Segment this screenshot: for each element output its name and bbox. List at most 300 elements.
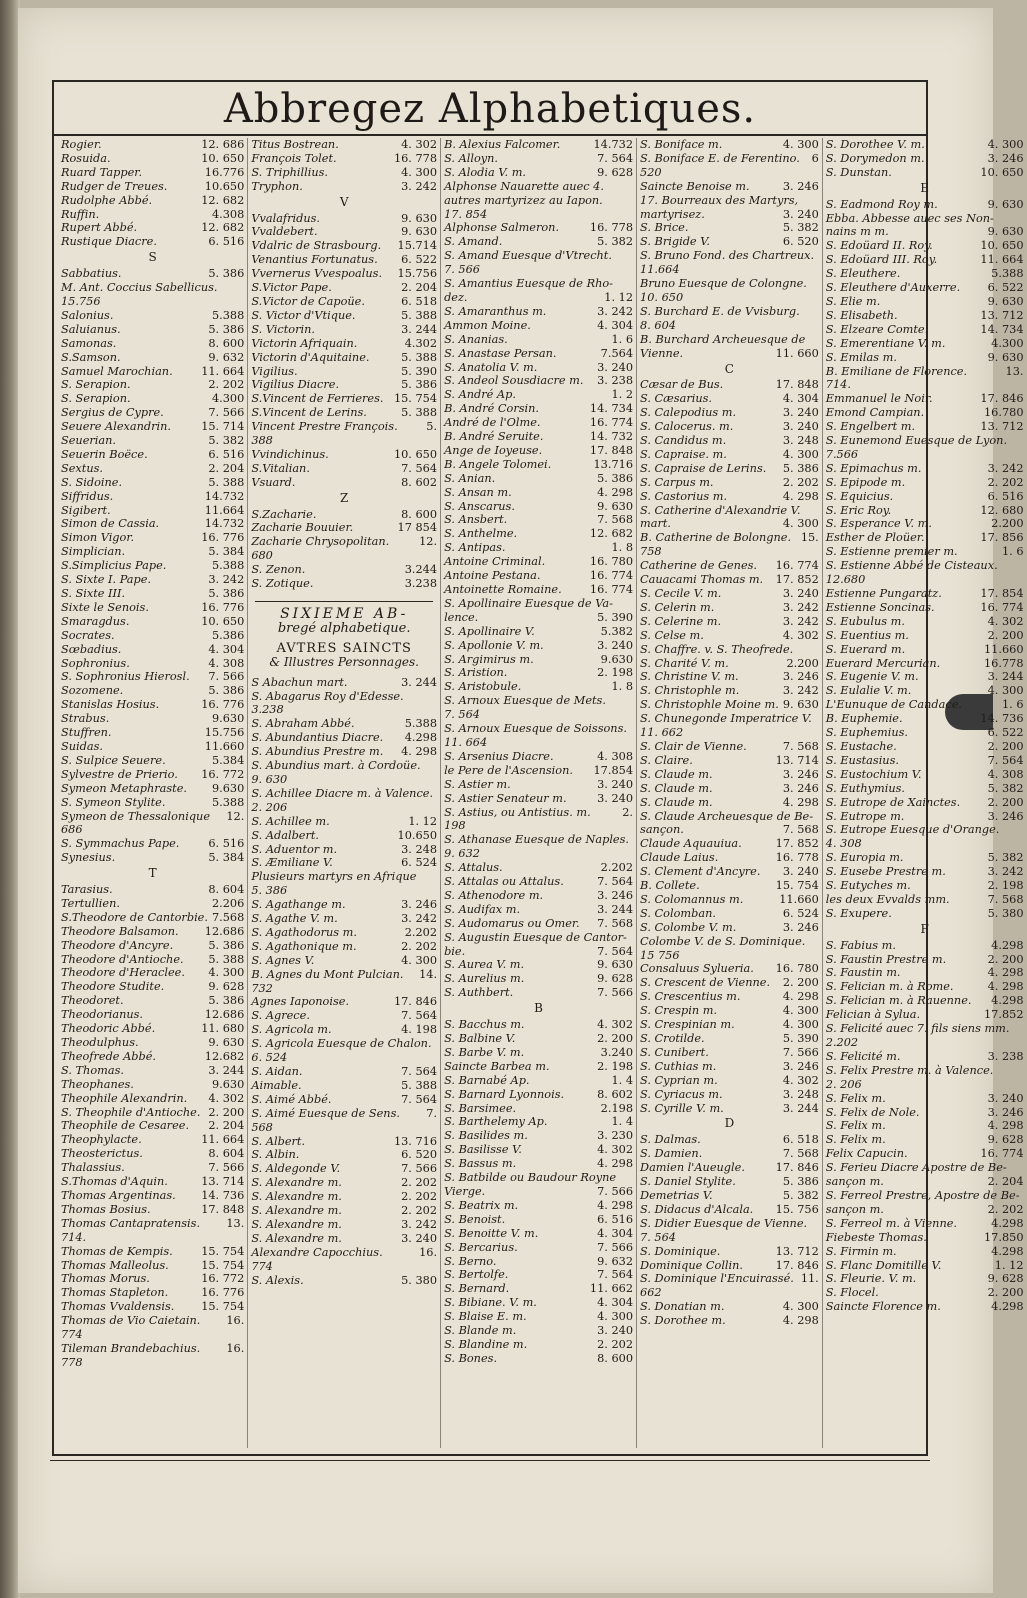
entry-reference: 16. bbox=[226, 1341, 245, 1355]
entry-name: S. Crescentius m. bbox=[640, 990, 741, 1004]
entry-reference: 9. 630 bbox=[597, 958, 634, 972]
entry-name: S. Donatian m. bbox=[640, 1300, 725, 1314]
entry-name: Saincte Florence m. bbox=[825, 1300, 941, 1314]
entry-reference bbox=[433, 703, 437, 717]
entry-reference bbox=[815, 263, 819, 277]
entry-reference: 2. 198 bbox=[987, 879, 1024, 893]
index-entry bbox=[640, 305, 819, 319]
index-entry bbox=[640, 698, 819, 712]
index-entry bbox=[640, 782, 819, 796]
index-entry bbox=[640, 347, 819, 361]
index-entry bbox=[826, 670, 1024, 684]
entry-name: S. Euentius m. bbox=[825, 628, 909, 642]
index-entry bbox=[826, 448, 1024, 462]
index-entry bbox=[61, 365, 244, 379]
entry-name: 758 bbox=[640, 545, 662, 559]
entry-reference: 11. bbox=[800, 1272, 819, 1286]
entry-name: Cæsar de Bus. bbox=[640, 378, 724, 392]
index-entry bbox=[444, 861, 633, 875]
index-entry bbox=[444, 1157, 633, 1171]
index-entry bbox=[251, 1162, 437, 1176]
index-entry bbox=[826, 837, 1024, 851]
entry-name: S. Basilisse V. bbox=[444, 1143, 522, 1157]
index-entry bbox=[826, 865, 1024, 879]
index-entry bbox=[61, 1008, 244, 1022]
entry-name: Thomas Morus. bbox=[61, 1272, 150, 1286]
entry-name: Damien l'Aueugle. bbox=[640, 1161, 745, 1175]
index-entry bbox=[640, 865, 819, 879]
index-entry bbox=[251, 1218, 437, 1232]
index-entry bbox=[444, 430, 633, 444]
entry-name: S. Agrece. bbox=[251, 1009, 310, 1023]
entry-name: S. Alexandre m. bbox=[251, 1190, 342, 1204]
entry-reference: 2.202 bbox=[404, 925, 438, 939]
entry-reference: 8. 604 bbox=[208, 1147, 245, 1161]
index-entry bbox=[251, 225, 437, 239]
entry-reference: 5. 384 bbox=[208, 851, 245, 865]
entry-reference: 13.716 bbox=[593, 457, 634, 471]
entry-reference: 16. 780 bbox=[589, 555, 634, 569]
index-entry bbox=[826, 684, 1024, 698]
index-entry bbox=[61, 573, 244, 587]
entry-reference: 15. 754 bbox=[775, 879, 819, 893]
entry-reference bbox=[815, 726, 819, 740]
index-entry bbox=[251, 1023, 437, 1037]
index-entry bbox=[251, 954, 437, 968]
entry-reference: 5. 384 bbox=[208, 545, 245, 559]
entry-name: Ammon Moine. bbox=[444, 318, 531, 332]
entry-name: S. Eubulus m. bbox=[825, 614, 905, 628]
entry-reference: 10. 650 bbox=[201, 151, 245, 165]
entry-name: nains m m. bbox=[825, 225, 889, 239]
entry-name: S. Agathe V. m. bbox=[251, 912, 338, 926]
entry-reference: 9. 630 bbox=[782, 698, 819, 712]
entry-reference: 3. 240 bbox=[597, 791, 634, 805]
index-entry bbox=[444, 917, 633, 931]
entry-name: S. Catherine d'Alexandrie V. bbox=[640, 503, 801, 517]
entry-reference: 3. 242 bbox=[987, 865, 1024, 879]
entry-reference: 5. 388 bbox=[401, 406, 438, 420]
entry-reference: 2. 200 bbox=[987, 795, 1024, 809]
book-spine bbox=[0, 0, 20, 1598]
index-entry bbox=[61, 712, 244, 726]
entry-reference: 4. 300 bbox=[782, 1004, 819, 1018]
index-entry bbox=[61, 208, 244, 222]
entry-reference: 9.630 bbox=[211, 712, 245, 726]
index-entry bbox=[444, 847, 633, 861]
entry-reference: 16. 772 bbox=[201, 1272, 245, 1286]
entry-reference: 5. 388 bbox=[208, 475, 245, 489]
entry-name: Symeon de Thessalonique bbox=[61, 809, 211, 823]
index-entry bbox=[640, 504, 819, 518]
entry-name: S. Sidoine. bbox=[61, 475, 123, 489]
entry-name: S. Elzeare Comte. bbox=[825, 322, 929, 336]
entry-reference: 5.388 bbox=[404, 717, 438, 731]
entry-reference: 4.298 bbox=[991, 1300, 1024, 1314]
index-entry bbox=[444, 666, 633, 680]
index-entry bbox=[251, 717, 437, 731]
bottom-rule bbox=[50, 1460, 930, 1461]
entry-name: S. Alexandre m. bbox=[251, 1176, 342, 1190]
entry-reference bbox=[1020, 1036, 1024, 1050]
entry-name: S. Crespinian m. bbox=[640, 1018, 735, 1032]
entry-name: Titus Bostrean. bbox=[251, 138, 339, 151]
entry-name: S. Engelbert m. bbox=[825, 420, 916, 434]
entry-name: S. Agricola Euesque de Chalon. bbox=[251, 1037, 432, 1051]
index-entry bbox=[640, 1286, 819, 1300]
entry-reference: 4. 298 bbox=[987, 966, 1024, 980]
index-entry bbox=[640, 1046, 819, 1060]
entry-name: S. Cæsarius. bbox=[640, 392, 713, 406]
entry-reference: 3. 246 bbox=[782, 179, 819, 193]
entry-reference: 7. 566 bbox=[208, 406, 245, 420]
entry-name: S. Augustin Euesque de Cantor- bbox=[444, 930, 627, 944]
entry-reference: 5. 390 bbox=[782, 1032, 819, 1045]
index-entry bbox=[251, 267, 437, 281]
entry-reference: 4. 298 bbox=[597, 1198, 634, 1212]
entry-reference: 1. 12 bbox=[604, 290, 634, 304]
entry-reference: 4. 300 bbox=[208, 966, 245, 980]
section-letter: E bbox=[920, 180, 930, 195]
entry-name: 8. 604 bbox=[640, 318, 676, 332]
index-entry bbox=[640, 378, 819, 392]
index-entry bbox=[251, 351, 437, 365]
index-entry bbox=[61, 1092, 244, 1106]
heading-line1: SIXIEME AB- bbox=[280, 606, 409, 622]
entry-reference: 2. 202 bbox=[597, 1337, 634, 1351]
entry-name: S. Felix m. bbox=[825, 1091, 886, 1105]
entry-reference: 5. 382 bbox=[987, 781, 1024, 795]
entry-reference: 14. bbox=[419, 967, 438, 981]
entry-reference: 5. bbox=[426, 420, 438, 434]
entry-reference: 5. 386 bbox=[208, 322, 245, 336]
index-entry bbox=[444, 680, 633, 694]
index-entry bbox=[826, 1008, 1024, 1022]
entry-name: Seuerian. bbox=[61, 434, 117, 448]
entry-reference: 1. 2 bbox=[611, 388, 634, 402]
entry-reference bbox=[1020, 1189, 1024, 1203]
entry-name: S. Estienne premier m. bbox=[825, 545, 958, 559]
entry-reference: 11. 662 bbox=[589, 1282, 634, 1296]
entry-name: Theodoret. bbox=[61, 994, 124, 1008]
entry-name: S. Symeon Stylite. bbox=[61, 795, 166, 809]
index-entry bbox=[444, 1199, 633, 1213]
entry-name: 9. 632 bbox=[444, 847, 480, 861]
index-entry bbox=[251, 406, 437, 420]
entry-name: S. Chunegonde Imperatrice V. bbox=[640, 712, 812, 726]
entry-name: S. Symmachus Pape. bbox=[61, 837, 180, 851]
index-entry bbox=[61, 1356, 244, 1370]
index-entry bbox=[61, 1203, 244, 1217]
entry-name: 12.680 bbox=[825, 573, 866, 587]
index-entry bbox=[251, 815, 437, 829]
entry-reference: 12.686 bbox=[204, 1008, 245, 1022]
entry-name: S. Berno. bbox=[444, 1254, 497, 1268]
index-entry bbox=[444, 152, 633, 166]
index-entry bbox=[640, 1259, 819, 1273]
entry-name: S. Blaise E. m. bbox=[444, 1310, 527, 1324]
entry-name: Tertullien. bbox=[61, 896, 120, 910]
index-entry bbox=[444, 750, 633, 764]
index-entry bbox=[640, 657, 819, 671]
entry-reference: 3. 240 bbox=[782, 406, 819, 420]
index-entry bbox=[826, 198, 1024, 212]
index-entry bbox=[444, 986, 633, 1000]
entry-reference bbox=[1020, 573, 1024, 587]
entry-reference: 4. 300 bbox=[782, 1018, 819, 1032]
entry-reference: 16. 776 bbox=[201, 531, 245, 545]
entry-name: Stanislas Hosius. bbox=[61, 698, 160, 712]
entry-reference: 4. 300 bbox=[987, 684, 1024, 698]
entry-name: Smaragdus. bbox=[61, 614, 130, 628]
entry-reference: 1. 12 bbox=[994, 1258, 1024, 1272]
entry-reference: 5.386 bbox=[211, 628, 245, 642]
entry-name: S. Elisabeth. bbox=[825, 308, 898, 322]
entry-name: S. Epipode m. bbox=[825, 475, 906, 489]
entry-name: S. Aurelius m. bbox=[444, 972, 525, 986]
entry-name: 714. bbox=[61, 1230, 87, 1244]
entry-reference: 3. 242 bbox=[597, 304, 634, 318]
entry-reference: 2. 198 bbox=[597, 666, 634, 680]
entry-reference: 4. 298 bbox=[597, 485, 634, 499]
entry-name: Alexandre Capocchius. bbox=[251, 1245, 383, 1259]
entry-name: Theophile de Cesaree. bbox=[61, 1119, 190, 1133]
index-entry bbox=[61, 684, 244, 698]
index-entry bbox=[61, 166, 244, 180]
index-entry bbox=[444, 778, 633, 792]
entry-name: S.Zacharie. bbox=[251, 507, 317, 521]
index-entry bbox=[61, 420, 244, 434]
index-entry bbox=[251, 239, 437, 253]
entry-name: S.Vincent de Ferrieres. bbox=[251, 392, 384, 406]
entry-name: S. Aidan. bbox=[251, 1065, 303, 1078]
index-entry bbox=[251, 995, 437, 1009]
index-entry bbox=[251, 309, 437, 323]
entry-name: S. Astier Senateur m. bbox=[444, 791, 567, 805]
index-entry bbox=[640, 712, 819, 726]
entry-name: S. Clement d'Ancyre. bbox=[640, 865, 761, 879]
entry-reference: 5.388 bbox=[991, 267, 1024, 281]
entry-reference: 13. bbox=[1005, 364, 1024, 378]
entry-name: Theophile Alexandrin. bbox=[61, 1091, 188, 1105]
index-column-3 bbox=[440, 138, 636, 1448]
index-entry bbox=[61, 434, 244, 448]
index-entry bbox=[826, 573, 1024, 587]
entry-reference bbox=[629, 208, 633, 222]
index-entry bbox=[640, 601, 819, 615]
entry-name: S.Samson. bbox=[61, 350, 121, 364]
entry-name: Consaluus Sylueria. bbox=[640, 962, 754, 976]
entry-reference: 6. 524 bbox=[401, 856, 438, 870]
entry-name: 9. 630 bbox=[251, 772, 288, 786]
entry-reference: 3. 246 bbox=[782, 670, 819, 684]
entry-name: S. Fabius m. bbox=[825, 938, 896, 952]
entry-reference: 4. 298 bbox=[782, 990, 819, 1004]
entry-name: Theodoric Abbé. bbox=[61, 1022, 156, 1036]
index-entry bbox=[251, 1274, 437, 1288]
entry-reference: 9. 628 bbox=[597, 972, 634, 986]
entry-name: sançon m. bbox=[825, 1202, 884, 1216]
entry-name: Theodore d'Ancyre. bbox=[61, 938, 174, 952]
entry-reference: 3. 240 bbox=[597, 360, 634, 374]
entry-name: Vigilius Diacre. bbox=[251, 378, 340, 392]
entry-reference: 8. 600 bbox=[208, 336, 245, 350]
entry-reference bbox=[1020, 1022, 1024, 1036]
index-entry bbox=[61, 476, 244, 490]
index-entry bbox=[640, 1088, 819, 1102]
entry-reference: 9. 630 bbox=[987, 225, 1024, 239]
index-entry bbox=[61, 1300, 244, 1314]
entry-reference bbox=[240, 1231, 244, 1245]
entry-reference: 1. 4 bbox=[611, 1073, 634, 1087]
entry-name: S. Dalmas. bbox=[640, 1133, 701, 1147]
entry-name: S. André Ap. bbox=[444, 388, 516, 402]
index-entry bbox=[826, 1203, 1024, 1217]
entry-reference: 7. 566 bbox=[401, 1162, 438, 1176]
index-entry bbox=[640, 235, 819, 249]
entry-reference: 4. 300 bbox=[782, 447, 819, 461]
section-letter: F bbox=[920, 921, 929, 936]
index-entry bbox=[640, 1018, 819, 1032]
index-entry bbox=[444, 305, 633, 319]
index-entry bbox=[251, 392, 437, 406]
index-entry bbox=[61, 1050, 244, 1064]
entry-reference: 1. 8 bbox=[611, 680, 634, 694]
entry-reference: 9. 630 bbox=[401, 225, 438, 239]
entry-name: S. Didier Euesque de Vienne. bbox=[640, 1216, 808, 1230]
entry-reference bbox=[629, 819, 633, 833]
entry-name: S. Alodia V. m. bbox=[444, 165, 526, 179]
entry-name: 520 bbox=[640, 165, 662, 179]
entry-reference: 5. 380 bbox=[401, 1273, 438, 1287]
index-entry bbox=[444, 945, 633, 959]
entry-reference: 3. 242 bbox=[782, 600, 819, 614]
entry-reference: 2. 200 bbox=[987, 1286, 1024, 1300]
entry-reference: 3. 240 bbox=[401, 1231, 438, 1245]
entry-name: Saincte Barbea m. bbox=[444, 1059, 550, 1073]
entry-reference: 2. 202 bbox=[987, 475, 1024, 489]
index-entry bbox=[640, 670, 819, 684]
entry-name: S. Barbe V. m. bbox=[444, 1045, 525, 1059]
index-entry bbox=[640, 879, 819, 893]
entry-name: Sixte le Senois. bbox=[61, 600, 149, 614]
index-entry bbox=[61, 1231, 244, 1245]
index-entry bbox=[826, 365, 1024, 379]
entry-name: S. Agathange m. bbox=[251, 898, 346, 912]
index-entry bbox=[61, 939, 244, 953]
entry-name: S. Eutrope Euesque d'Orange. bbox=[825, 823, 1000, 837]
entry-reference bbox=[433, 1037, 437, 1051]
entry-reference: 6. 522 bbox=[401, 253, 438, 267]
index-entry bbox=[444, 569, 633, 583]
index-entry bbox=[640, 392, 819, 406]
entry-reference: 15. 754 bbox=[201, 1258, 245, 1272]
entry-name: Sophronius. bbox=[61, 656, 130, 670]
entry-name: S. Anthelme. bbox=[444, 527, 518, 541]
entry-reference: 4. 198 bbox=[401, 1023, 438, 1037]
entry-name: S. Dorothee V. m. bbox=[825, 138, 925, 151]
entry-name: S. Alexis. bbox=[251, 1273, 304, 1287]
entry-name: Fiebeste Thomas. bbox=[825, 1230, 927, 1244]
entry-name: bie. bbox=[444, 944, 466, 958]
entry-reference: 3. 246 bbox=[597, 888, 634, 902]
entry-reference: 3. 240 bbox=[782, 420, 819, 434]
index-entry bbox=[61, 559, 244, 573]
entry-name: S. Benoitte V. m. bbox=[444, 1226, 539, 1240]
index-entry bbox=[251, 281, 437, 295]
index-entry bbox=[61, 966, 244, 980]
entry-name: Simon de Cassia. bbox=[61, 517, 160, 531]
entry-reference: 4. 300 bbox=[782, 517, 819, 531]
entry-reference bbox=[240, 823, 244, 837]
index-entry bbox=[251, 745, 437, 759]
entry-name: S. Bruno Fond. des Chartreux. bbox=[640, 249, 815, 263]
entry-reference: 4. 302 bbox=[782, 1073, 819, 1087]
index-entry bbox=[640, 406, 819, 420]
index-entry bbox=[826, 1217, 1024, 1231]
entry-reference bbox=[629, 694, 633, 708]
entry-reference: 7. 564 bbox=[401, 1092, 438, 1106]
entry-reference bbox=[815, 249, 819, 263]
entry-reference: 3. 244 bbox=[987, 670, 1024, 684]
index-entry bbox=[61, 768, 244, 782]
entry-name: S. Serapion. bbox=[61, 392, 131, 406]
index-entry bbox=[640, 434, 819, 448]
entry-name: 774 bbox=[251, 1259, 273, 1273]
index-columns bbox=[58, 138, 1024, 1448]
entry-reference: 4. 300 bbox=[782, 1300, 819, 1314]
entry-reference: 17. 854 bbox=[980, 587, 1024, 600]
entry-reference: 3. 246 bbox=[987, 1105, 1024, 1119]
index-entry bbox=[826, 138, 1024, 152]
entry-reference: 2. 204 bbox=[208, 461, 245, 475]
index-entry bbox=[640, 448, 819, 462]
entry-name: le Pere de l'Ascension. bbox=[444, 763, 573, 777]
entry-reference: 2. 202 bbox=[401, 939, 438, 953]
entry-reference: 13. 716 bbox=[393, 1134, 438, 1148]
entry-name: Felician à Sylua. bbox=[825, 1008, 921, 1022]
index-entry bbox=[640, 1032, 819, 1046]
entry-name: Claude Aquauiua. bbox=[640, 837, 742, 851]
entry-name: B. André Corsin. bbox=[444, 402, 540, 416]
entry-name: 662 bbox=[640, 1286, 662, 1300]
entry-reference: 16. 774 bbox=[589, 569, 634, 583]
index-entry bbox=[826, 1133, 1024, 1147]
entry-name: S. Edoüard II. Roy. bbox=[825, 239, 933, 253]
entry-reference: 2. 200 bbox=[987, 628, 1024, 642]
entry-name: M. Ant. Coccius Sabellicus. bbox=[61, 281, 218, 295]
entry-reference bbox=[433, 773, 437, 787]
entry-reference: 1. 4 bbox=[611, 1115, 634, 1129]
index-entry bbox=[444, 972, 633, 986]
entry-name: 15.756 bbox=[61, 294, 101, 308]
entry-name: S. Alexandre m. bbox=[251, 1204, 342, 1218]
index-entry bbox=[444, 235, 633, 249]
index-entry bbox=[444, 639, 633, 653]
entry-reference: 7. 568 bbox=[597, 916, 634, 930]
index-entry bbox=[61, 883, 244, 897]
index-entry bbox=[826, 643, 1024, 657]
entry-reference: 13. 712 bbox=[980, 308, 1024, 322]
entry-reference: 4. 308 bbox=[987, 767, 1024, 781]
entry-name: André de l'Olme. bbox=[444, 416, 541, 430]
entry-reference: 4. 304 bbox=[782, 392, 819, 406]
entry-name: S. Agathonique m. bbox=[251, 939, 357, 953]
entry-reference: 11.660 bbox=[983, 642, 1024, 656]
entry-reference bbox=[629, 597, 633, 611]
entry-reference: 12. bbox=[226, 809, 245, 823]
entry-reference: 16. 776 bbox=[201, 600, 245, 614]
